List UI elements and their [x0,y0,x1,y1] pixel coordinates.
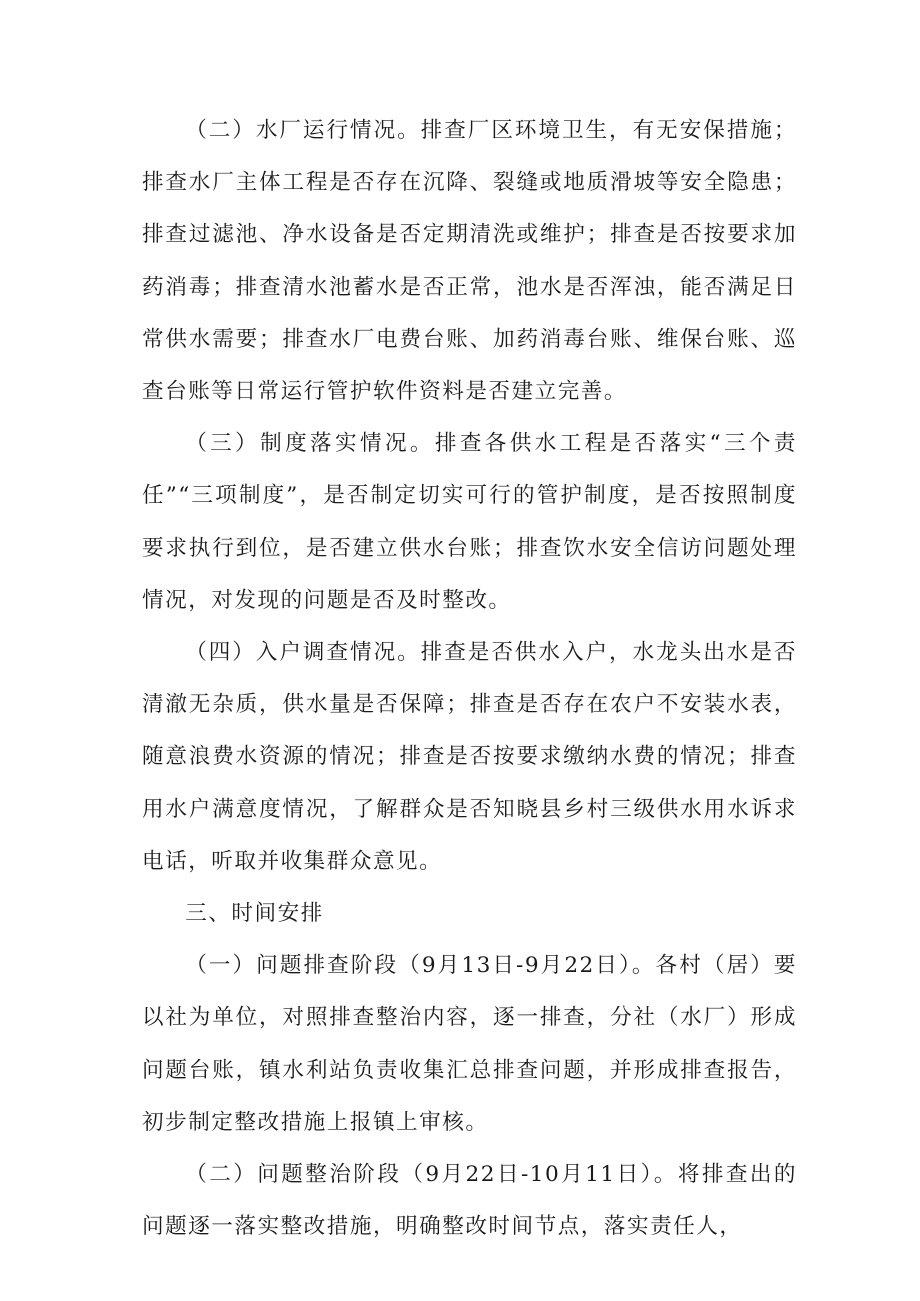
document-body [142,105,797,1253]
paragraph-system-implementation: （三）制度落实情况。排查各供水工程是否落实“三个责任”“三项制度”，是否制定切实可行的管护制度，是否按照制度要求执行到位，是否建立供水台账；排查饮水安全信访问题处理情况，对发现的问题是否及时整改。 [142,431,797,613]
paragraph-investigation-phase: （一）问题排查阶段（9月13日-9月22日）。各村（居）要以社为单位，对照排查整治内容，逐一排查，分社（水厂）形成问题台账，镇水利站负责收集汇总排查问题，并形成排查报告，初步制定整改措施上报镇上审核。 [142,953,797,1135]
paragraph-water-plant-operation: （二）水厂运行情况。排查厂区环境卫生，有无安保措施；排查水厂主体工程是否存在沉降、裂缝或地质滑坡等安全隐患；排查过滤池、净水设备是否定期清洗或维护；排查是否按要求加药消毒；排查清水池蓄水是否正常，池水是否浑浊，能否满足日常供水需要；排查水厂电费台账、加药消毒台账、维保台账、巡查台账等日常运行管护软件资料是否建立完善。 [142,118,797,405]
paragraph-household-survey: （四）入户调查情况。排查是否供水入户，水龙头出水是否清澈无杂质，供水量是否保障；排查是否存在农户不安装水表，随意浪费水资源的情况；排查是否按要求缴纳水费的情况；排查用水户满意度情况，了解群众是否知晓县乡村三级供水用水诉求电话，听取并收集群众意见。 [142,640,797,874]
section-heading-schedule: 三、时间安排 [185,901,324,927]
paragraph-rectification-phase: （二）问题整治阶段（9月22日-10月11日）。将排查出的问题逐一落实整改措施，明确整改时间节点，落实责任人， [142,1162,797,1240]
